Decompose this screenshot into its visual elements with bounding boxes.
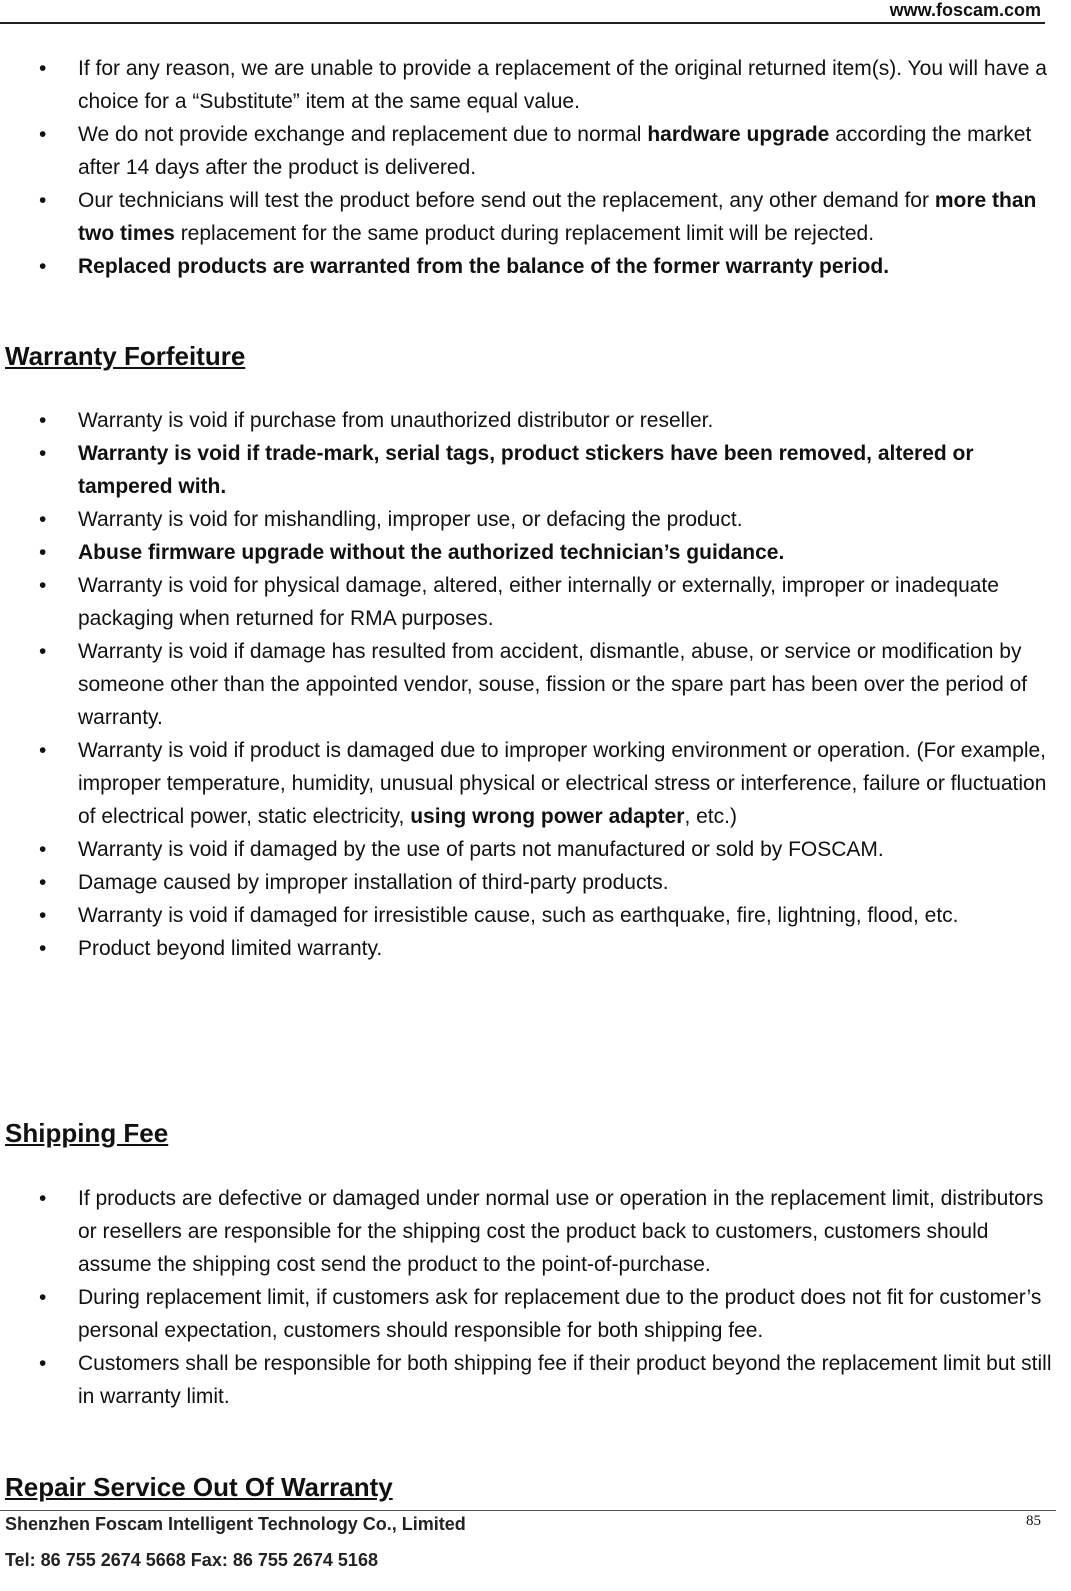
body-text: Warranty is void if purchase from unauthorized distributor or reseller.	[78, 409, 714, 432]
bold-text: hardware upgrade	[647, 123, 830, 146]
bullet-item	[0, 1281, 1060, 1347]
bold-text: more than two times	[78, 189, 1037, 245]
body-text: , etc.)	[684, 805, 737, 828]
bold-text: Abuse firmware upgrade without the authorized technician’s guidance.	[78, 541, 785, 564]
body-text: Product beyond limited warranty.	[78, 937, 383, 960]
page-number: 85	[1026, 1513, 1041, 1529]
body-text: replacement for the same product during replacement limit will be rejected.	[174, 222, 875, 245]
body-text: If for any reason, we are unable to provide a replacement of the original returned item(s). You will have a choice for a “Substitute” item at the same equal value.	[78, 57, 1047, 113]
header-site-url: www.foscam.com	[889, 0, 1041, 20]
bold-text: Replaced products are warranted from the balance of the former warranty period.	[78, 255, 890, 278]
bullet-item	[0, 1347, 1060, 1413]
body-text: If products are defective or damaged under normal use or operation in the replacement limit, distributors or resellers are responsible for the shipping cost the product back to customers, customers should assume the shipping cost send the product to the point-of-purchase.	[78, 1187, 1044, 1276]
body-text: Warranty is void for physical damage, altered, either internally or externally, improper or inadequate packaging when returned for RMA purposes.	[78, 574, 999, 630]
footer-contact: Tel: 86 755 2674 5668 Fax: 86 755 2674 5168	[5, 1550, 378, 1570]
bullet-item	[0, 437, 1060, 503]
bullet-item	[0, 866, 1060, 899]
bullet-item	[0, 833, 1060, 866]
bullet-item	[0, 52, 1060, 118]
shipping-fee-list	[0, 1182, 1060, 1413]
bold-text: Warranty is void if trade-mark, serial tags, product stickers have been removed, altered or tampered with.	[78, 442, 974, 498]
body-text: Warranty is void if damage has resulted from accident, dismantle, abuse, or service or modification by someone other than the appointed vendor, souse, fission or the spare part has been over the period of warranty.	[78, 640, 1028, 729]
footer-company-name: Shenzhen Foscam Intelligent Technology Co., Limited	[5, 1514, 466, 1534]
bullet-item	[0, 1182, 1060, 1281]
body-text: Warranty is void if product is damaged due to improper working environment or operation. (For example, improper temperature, humidity, unusual physical or electrical stress or interference, failure or fluctuation of electrical power, static electricity,	[78, 739, 1047, 828]
bullet-item	[0, 118, 1060, 184]
body-text: Warranty is void if damaged by the use of parts not manufactured or sold by FOSCAM.	[78, 838, 884, 861]
bullet-item	[0, 569, 1060, 635]
bullet-item	[0, 932, 1060, 965]
body-text: Warranty is void if damaged for irresistible cause, such as earthquake, fire, lightning, flood, etc.	[78, 904, 959, 927]
bullet-item	[0, 503, 1060, 536]
bullet-item	[0, 536, 1060, 569]
replacement-policy-list	[0, 52, 1060, 283]
body-text: We do not provide exchange and replacement due to normal	[78, 123, 648, 146]
body-text: Customers shall be responsible for both shipping fee if their product beyond the replacement limit but still in warranty limit.	[78, 1352, 1052, 1408]
bullet-item	[0, 184, 1060, 250]
body-text: Damage caused by improper installation of third-party products.	[78, 871, 669, 894]
body-text: Warranty is void for mishandling, improper use, or defacing the product.	[78, 508, 743, 531]
repair-service-heading: Repair Service Out Of Warranty	[5, 1472, 393, 1502]
footer-divider	[0, 1510, 1056, 1511]
body-text: During replacement limit, if customers ask for replacement due to the product does not fit for customer’s personal expectation, customers should responsible for both shipping fee.	[78, 1286, 1042, 1342]
warranty-forfeiture-heading: Warranty Forfeiture	[5, 341, 246, 371]
body-text: according the market after 14 days after the product is delivered.	[78, 123, 1032, 179]
warranty-forfeiture-list	[0, 404, 1060, 965]
bullet-item	[0, 404, 1060, 437]
bullet-item	[0, 899, 1060, 932]
bullet-item	[0, 635, 1060, 734]
bullet-item	[0, 734, 1060, 833]
bold-text: using wrong power adapter	[410, 805, 685, 828]
header-divider	[0, 22, 1045, 24]
body-text: Our technicians will test the product before send out the replacement, any other demand for	[78, 189, 935, 212]
bullet-item	[0, 250, 1060, 283]
shipping-fee-heading: Shipping Fee	[5, 1118, 169, 1148]
